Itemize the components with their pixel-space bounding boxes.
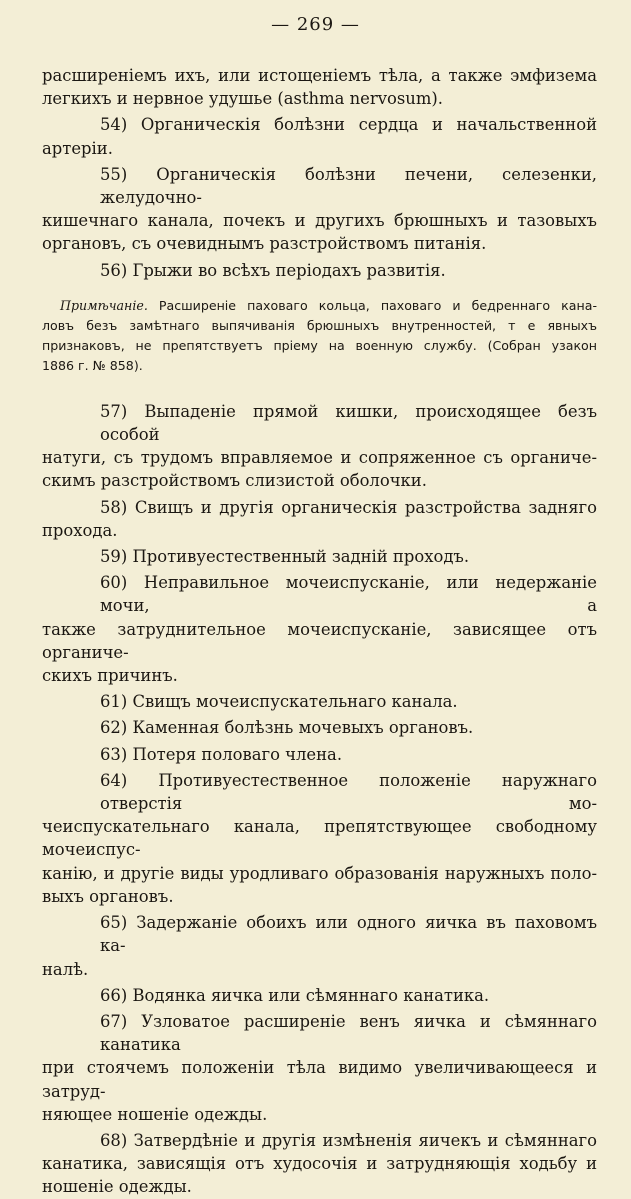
paragraph-63 [42, 743, 597, 766]
paragraph-67 [42, 1010, 597, 1126]
paragraph-60 [42, 571, 597, 687]
text-line: 65) Задержанiе обоихъ или одного яичка въ паховомъ ка- [100, 913, 597, 956]
note-line: Расширенiе паховаго кольца, паховаго и бедреннаго кана- [158, 297, 597, 313]
text-line: 66) Водянка яичка или сѣмяннаго канатика. [100, 985, 490, 1005]
text-line: 67) Узловатое расширенiе венъ яичка и сѣмяннаго канатика [100, 1011, 597, 1055]
paragraph-62 [42, 716, 597, 739]
paragraph-65 [42, 911, 597, 981]
paragraph-64 [42, 769, 597, 908]
text-line: 57) Выпаденiе прямой кишки, происходящее безъ особой [100, 401, 597, 445]
text-line: канатика, зависящiя отъ худосочiя и затрудняющiя ходьбу и [42, 1154, 597, 1174]
paragraph-56 [42, 259, 597, 282]
note-line: ловъ безъ замѣтнаго выпячиванiя брюшныхъ внутренностей, т е явныхъ [42, 317, 597, 333]
text-line: 55) Органическiя болѣзни печени, селезенки, желудочно- [100, 164, 597, 208]
note-label: Примѣчанiе. [60, 297, 148, 313]
paragraph-continuation [42, 64, 597, 110]
paragraph-55 [42, 163, 597, 256]
text-line: органовъ, съ очевиднымъ разстройствомъ питанiя. [42, 234, 487, 254]
text-line: ношенiе одежды. [42, 1177, 192, 1197]
text-line: 58) Свищъ и другiя органическiя разстройства задняго [100, 497, 597, 517]
text-line: скимъ разстройствомъ слизистой оболочки. [42, 471, 427, 491]
text-line: 63) Потеря половаго члена. [100, 744, 343, 764]
text-line: 59) Противуестественный заднiй проходъ. [100, 547, 470, 567]
text-line: скихъ причинъ. [42, 666, 178, 686]
footnote-block [42, 296, 597, 376]
paragraph-58 [42, 496, 597, 542]
text-line: 56) Грыжи во всѣхъ перiодахъ развитiя. [100, 260, 446, 280]
text-line: чеиспускательнаго канала, препятствующее свободному мочеиспус- [42, 817, 597, 860]
text-line: натуги, съ трудомъ вправляемое и сопряженное съ органиче- [42, 448, 597, 468]
note-line: признаковъ, не препятствуетъ прiему на военную службу. (Собран узакон [42, 337, 597, 353]
paragraph-59 [42, 545, 597, 568]
text-line: при стоячемъ положенiи тѣла видимо увеличивающееся и затруд- [42, 1058, 597, 1101]
paragraph-57 [42, 400, 597, 493]
text-line: 60) Неправильное мочеиспусканiе, или недержанiе мочи, а [100, 573, 597, 616]
text-line: налѣ. [42, 959, 89, 979]
text-line: прохода. [42, 520, 118, 540]
paragraph-66 [42, 984, 597, 1007]
text-line: расширенiемъ ихъ, или истощенiемъ тѣла, а также эмфизема [42, 66, 597, 85]
text-line: также затруднительное мочеиспусканiе, зависящее отъ органиче- [42, 619, 597, 662]
text-line: 61) Свищъ мочеиспускательнаго канала. [100, 692, 458, 712]
page-body [42, 64, 597, 1199]
text-line: 64) Противуестественное положенiе наружнаго отверстiя мо- [100, 770, 597, 814]
text-line: 68) Затвердѣнiе и другiя измѣненiя яичекъ и сѣмяннаго [100, 1130, 597, 1150]
text-line: няющее ношенiе одежды. [42, 1104, 268, 1124]
paragraph-68 [42, 1129, 597, 1199]
paragraph-54 [42, 113, 597, 159]
text-line: 62) Каменная болѣзнь мочевыхъ органовъ. [100, 718, 474, 738]
text-line: легкихъ и нервное удушье (asthma nervosum). [42, 89, 443, 109]
text-line: 54) Органическiя болѣзни сердца и начальственной артерiи. [42, 115, 597, 158]
text-line: кишечнаго канала, почекъ и другихъ брюшныхъ и тазовыхъ [42, 211, 597, 231]
text-line: канiю, и другiе виды уродливаго образованiя наружныхъ поло- [42, 863, 597, 883]
paragraph-61 [42, 690, 597, 713]
page-number: — 269 — [271, 14, 360, 35]
note-line: 1886 г. № 858). [42, 357, 143, 373]
text-line: выхъ органовъ. [42, 886, 174, 906]
